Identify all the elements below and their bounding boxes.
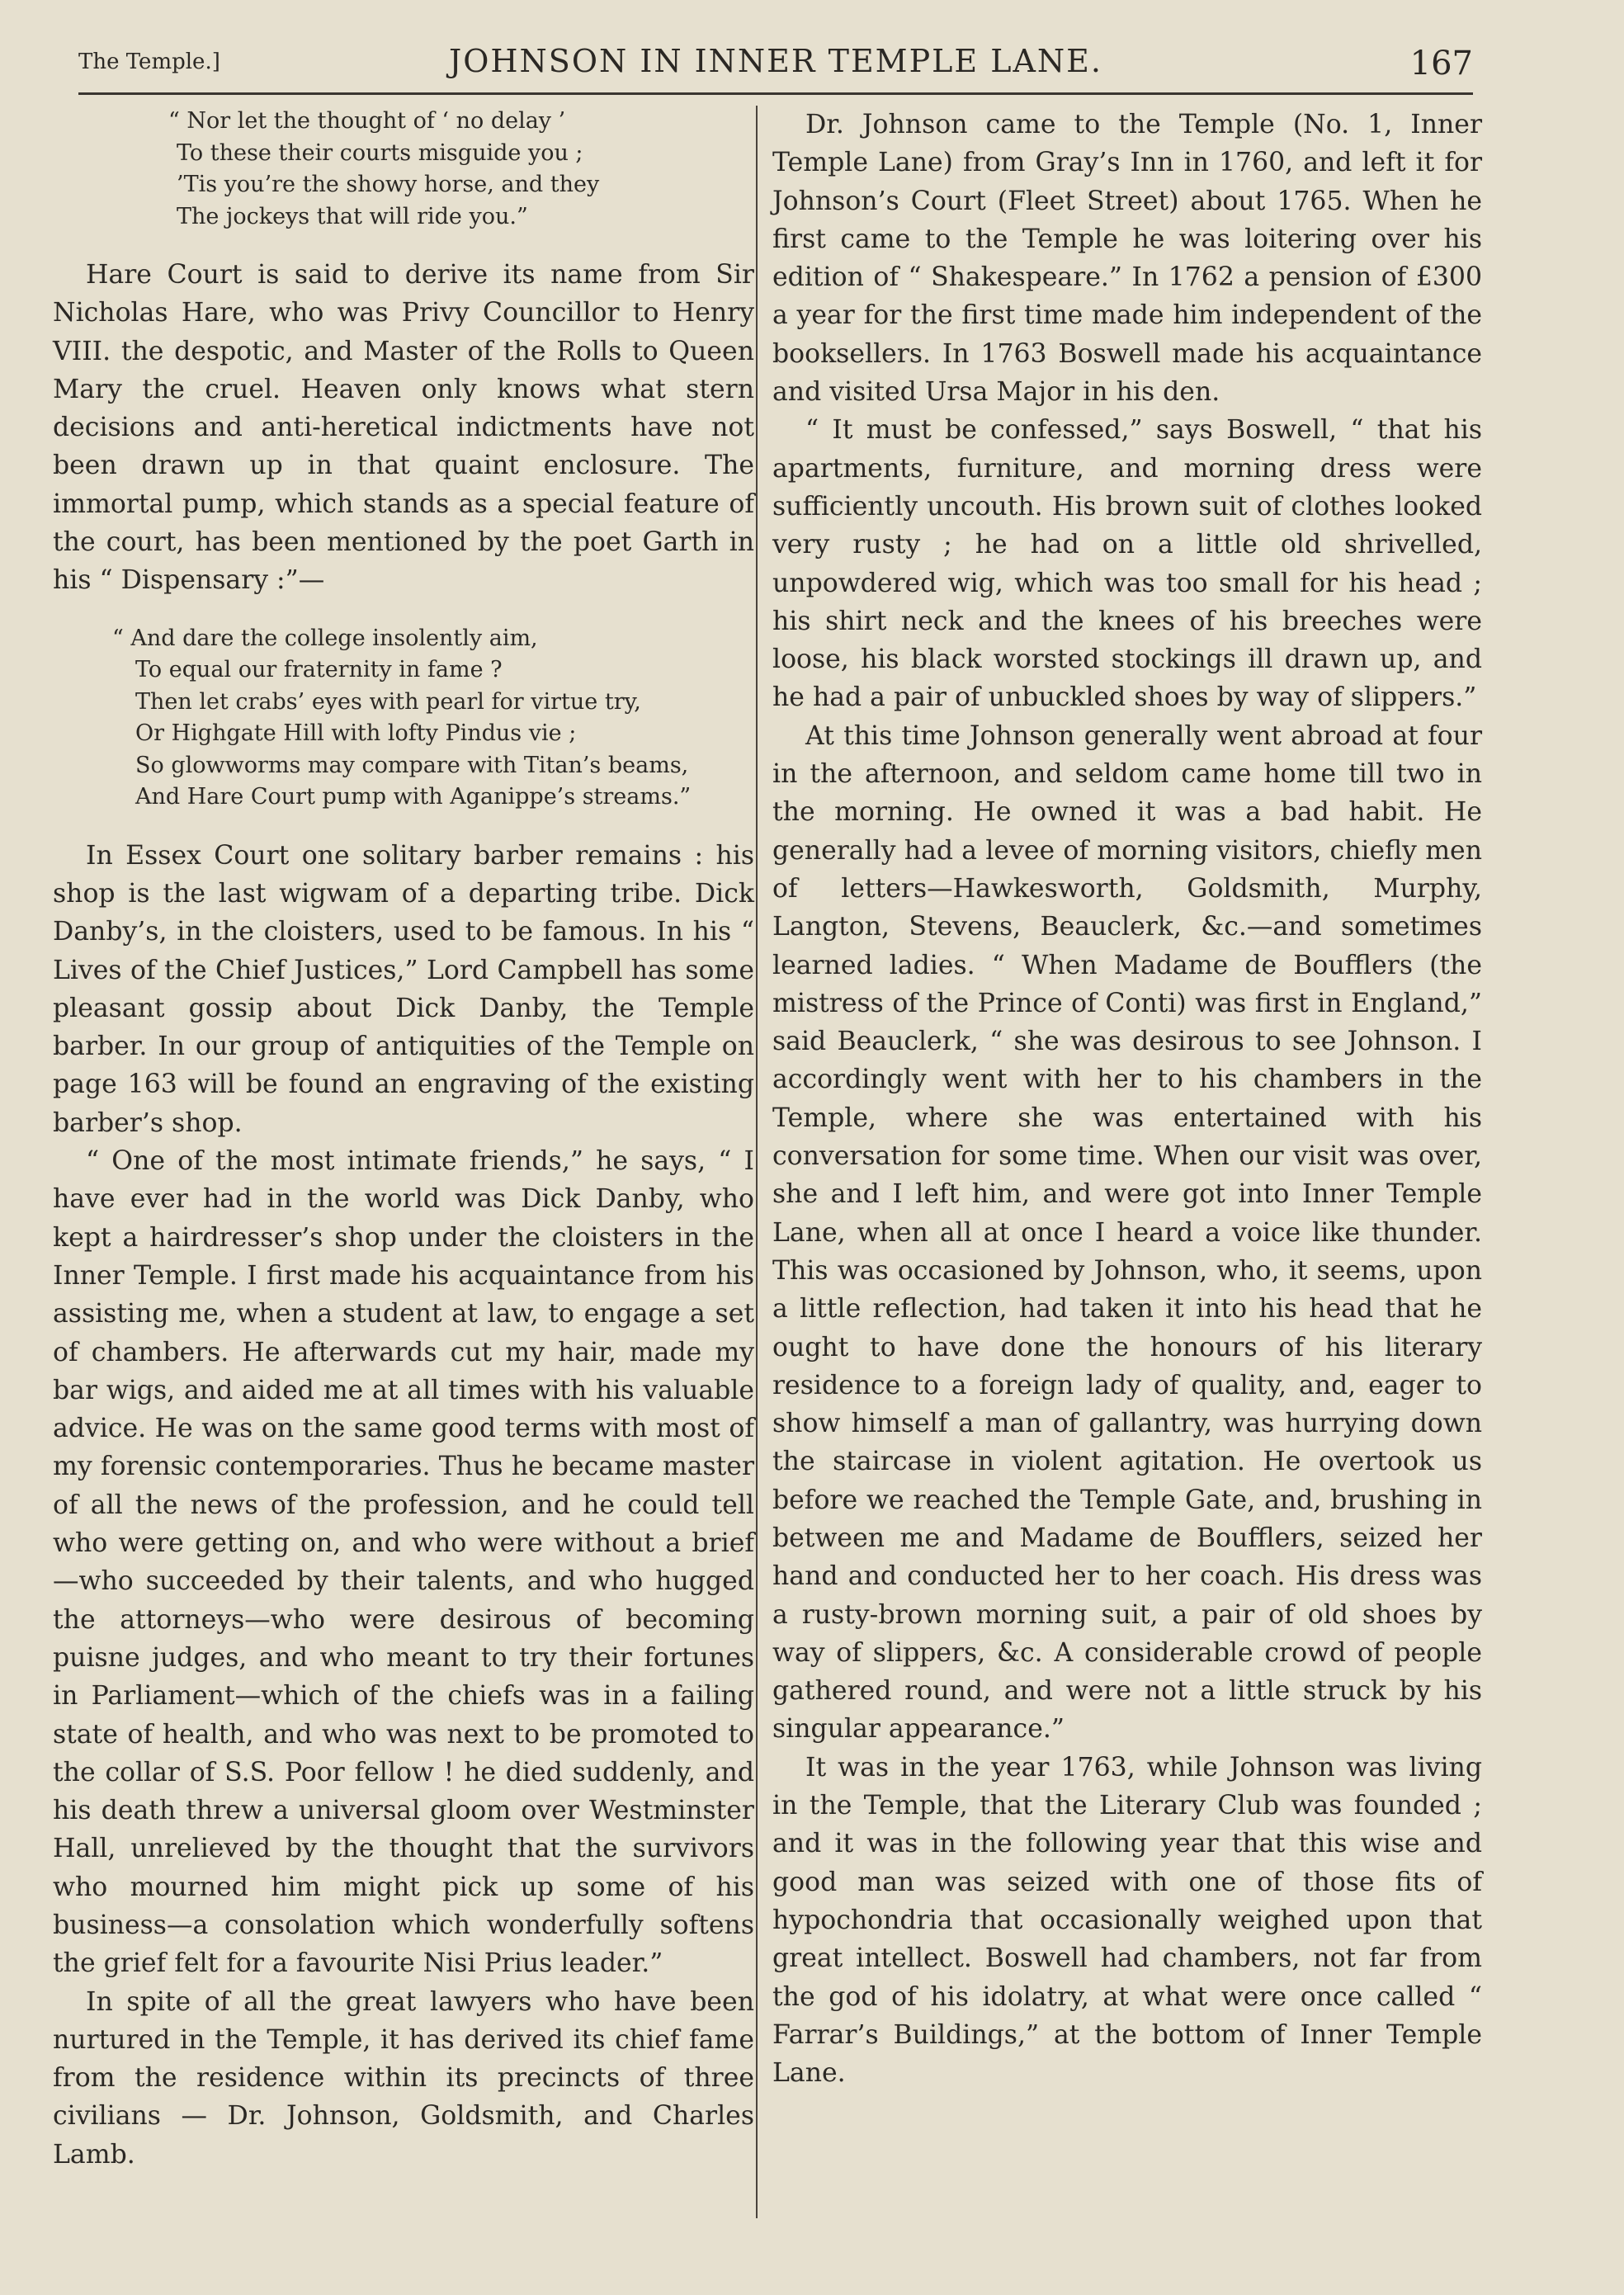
paragraph-boswell-quote: “ It must be confessed,” says Boswell, “ that his apartments, furniture, and morning dress were sufficiently uncouth. His brown suit of clothes looked very rusty ; he had on a little old shrivelled, unpowdered wig, which was too small for his head ; his shirt neck and the knees of his breeches were loose, his black worsted stockings ill drawn up, and he had a pair of unbuckled shoes by way of slippers.” (772, 415, 1482, 713)
verse-line: To these their courts misguide you ; (177, 139, 583, 166)
left-column (53, 106, 754, 2174)
verse-line: The jockeys that will ride you.” (177, 203, 528, 229)
verse-line: ’Tis you’re the showy horse, and they (177, 172, 600, 197)
paragraph-hare-court: Hare Court is said to derive its name from Sir Nicholas Hare, who was Privy Councillor to Henry VIII. the despotic, and Master of the Rolls to Queen Mary the cruel. Heaven only knows what stern decisions and anti-heretical indictments have not been drawn up in that quaint enclosure. The immortal pump, which stands as a special feature of the court, has been mentioned by the poet Garth in his “ Dispensary :”— (53, 260, 754, 596)
paragraph-dick-danby-quote: “ One of the most intimate friends,” he says, “ I have ever had in the world was Dick Danby, who kept a hairdresser’s shop under the cloisters in the Inner Temple. I first made his acquaintance from his assisting me, when a student at law, to engage a set of chambers. He afterwards cut my hair, made my bar wigs, and aided me at all times with his valuable advice. He was on the same good terms with most of my forensic contemporaries. Thus he became master of all the news of the profession, and he could tell who were getting on, and who were without a brief—who succeeded by their talents, and who hugged the attorneys—who were desirous of becoming puisne judges, and who meant to try their fortunes in Parliament—which of the chiefs was in a failing state of health, and who was next to be promoted to the collar of S.S. Poor fellow ! he died suddenly, and his death threw a universal gloom over Westminster Hall, unrelieved by the thought that the survivors who mourned him might pick up some of his business—a consolation which wonderfully softens the grief felt for a favourite Nisi Prius leader.” (53, 1146, 754, 1979)
verse-quote-1 (53, 106, 754, 233)
verse-line: “ Nor let the thought of ‘ no delay ’ (168, 108, 566, 134)
verse-quote-dispensary (53, 623, 754, 814)
page-header (78, 43, 1473, 95)
verse-line: To equal our fraternity in fame ? (135, 657, 503, 683)
verse-line: So glowworms may compare with Titan’s beams, (135, 752, 689, 778)
verse-line: Then let crabs’ eyes with pearl for virtue try, (135, 688, 641, 715)
paragraph-essex-court: In Essex Court one solitary barber remains : his shop is the last wigwam of a departing tribe. Dick Danby’s, in the cloisters, used to be famous. In his “ Lives of the Chief Justices,” Lord Campbell has some pleasant gossip about Dick Danby, the Temple barber. In our group of antiquities of the Temple on page 163 will be found an engraving of the existing barber’s shop. (53, 840, 754, 1138)
running-title: JOHNSON IN INNER TEMPLE LANE. (449, 43, 1102, 79)
paragraph-boufflers-anecdote: At this time Johnson generally went abroad at four in the afternoon, and seldom came home till two in the morning. He owned it was a bad habit. He generally had a levee of morning visitors, chiefly men of letters—Hawkesworth, Goldsmith, Murphy, Langton, Stevens, Beauclerk, &c.—and sometimes learned ladies. “ When Madame de Boufflers (the mistress of the Prince of Conti) was first in England,” said Beauclerk, “ she was desirous to see Johnson. I accordingly went with her to his chambers in the Temple, where she was entertained with his conversation for some time. When our visit was over, she and I left him, and were got into Inner Temple Lane, when all at once I heard a voice like thunder. This was occasioned by Johnson, who, it seems, upon a little reflection, had taken it into his head that he ought to have done the honours of his literary residence to a foreign lady of quality, and, eager to show himself a man of gallantry, was hurrying down the staircase in violent agitation. He overtook us before we reached the Temple Gate, and, brushing in between me and Madame de Boufflers, seized her hand and conducted her to her coach. His dress was a rusty-brown morning suit, a pair of old shoes by way of slippers, &c. A considerable crowd of people gathered round, and were not a little struck by his singular appearance.” (772, 720, 1482, 1745)
paragraph-literary-club: It was in the year 1763, while Johnson was living in the Temple, that the Literary Club was founded ; and it was in the following year that this wise and good man was seized with one of those fits of hypochondria that occasionally weighed upon that great intellect. Boswell had chambers, not far from the god of his idolatry, at what were once called “ Farrar’s Buildings,” at the bottom of Inner Temple Lane. (772, 1752, 1482, 2089)
verse-line: “ And dare the college insolently aim, (112, 625, 538, 651)
verse-line: And Hare Court pump with Aganippe’s streams.” (135, 784, 692, 810)
page-number: 167 (1409, 45, 1473, 83)
right-column (772, 106, 1482, 2092)
column-divider (756, 106, 758, 2218)
paragraph-three-civilians: In spite of all the great lawyers who have been nurtured in the Temple, it has derived its chief fame from the residence within its precincts of three civilians — Dr. Johnson, Goldsmith, and Charles Lamb. (53, 1986, 754, 2170)
paragraph-johnson-arrival: Dr. Johnson came to the Temple (No. 1, Inner Temple Lane) from Gray’s Inn in 1760, and left it for Johnson’s Court (Fleet Street) about 1765. When he first came to the Temple he was loitering over his edition of “ Shakespeare.” In 1762 a pension of £300 a year for the first time made him independent of the booksellers. In 1763 Boswell made his acquaintance and visited Ursa Major in his den. (772, 110, 1482, 408)
verse-line: Or Highgate Hill with lofty Pindus vie ; (135, 720, 577, 747)
running-head-section: The Temple.] (78, 50, 220, 74)
